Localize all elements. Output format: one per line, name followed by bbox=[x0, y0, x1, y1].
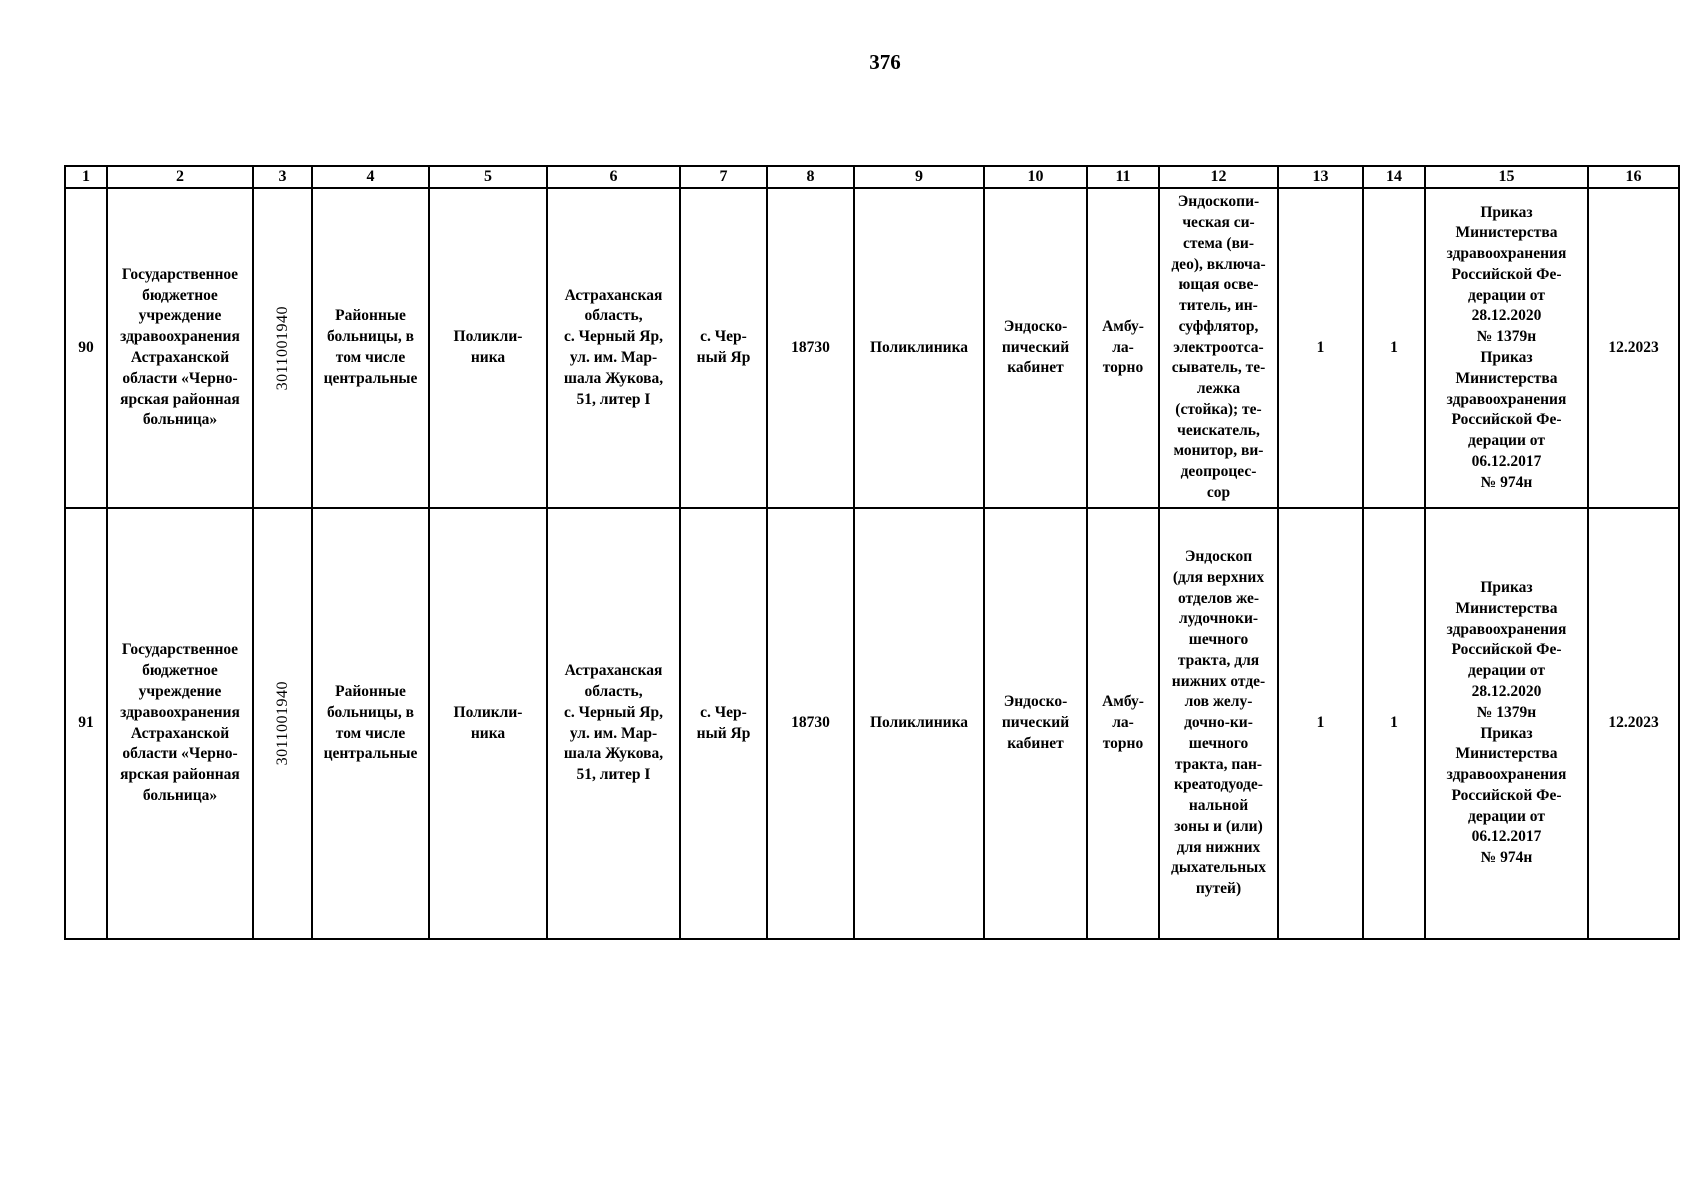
oktmo-code: 18730 bbox=[791, 714, 830, 732]
address-cell bbox=[547, 508, 680, 939]
row-number-cell bbox=[65, 188, 107, 508]
room: Эндоско- пический кабинет bbox=[1001, 317, 1070, 377]
equipment: Эндоскоп (для верхних отделов же- лудочноки- шечного тракта, для нижних отде- лов желу- дочно-ки- шечного тракта, пан- креатодуоде- нальной зоны и (или) для нижних дыхательных путей) bbox=[1170, 547, 1266, 898]
unit: Поликлиника bbox=[869, 338, 969, 356]
date-cell bbox=[1588, 508, 1679, 939]
column-header-1: 1 bbox=[65, 166, 107, 188]
column-header-14: 14 bbox=[1363, 166, 1425, 188]
column-13-cell bbox=[1278, 508, 1363, 939]
organization-cell bbox=[107, 188, 253, 508]
settlement-cell bbox=[680, 508, 767, 939]
column-14-cell bbox=[1363, 188, 1425, 508]
organization-type: Районные больницы, в том числе центральные bbox=[323, 682, 418, 763]
code-cell bbox=[253, 508, 312, 939]
room: Эндоско- пический кабинет bbox=[1001, 693, 1070, 752]
code-cell bbox=[253, 188, 312, 508]
column-header-12: 12 bbox=[1159, 166, 1278, 188]
type-cell bbox=[312, 188, 429, 508]
care-form: Амбу- ла- торно bbox=[1102, 317, 1144, 377]
column-13-value: 1 bbox=[1316, 338, 1325, 356]
header-row bbox=[65, 166, 1679, 188]
organization-name: Государственное бюджетное учреждение здравоохранения Астраханской области «Черно- ярская районная больница» bbox=[120, 641, 240, 804]
date: 12.2023 bbox=[1608, 338, 1659, 356]
oktmo-code: 18730 bbox=[791, 338, 830, 356]
table-row bbox=[65, 508, 1679, 939]
organization-name: Государственное бюджетное учреждение здравоохранения Астраханской области «Черно- ярская районная больница» bbox=[120, 265, 240, 429]
equipment-cell bbox=[1159, 508, 1278, 939]
regulation: Приказ Министерства здравоохранения Российской Фе- дерации от 28.12.2020 № 1379н Приказ Министерства здравоохранения Российской Фе- дерации от 06.12.2017 № 974н bbox=[1446, 579, 1567, 867]
equipment-cell bbox=[1159, 188, 1278, 508]
care-form-cell bbox=[1087, 508, 1159, 939]
row-number: 90 bbox=[78, 338, 94, 356]
table-row bbox=[65, 188, 1679, 508]
column-header-4: 4 bbox=[312, 166, 429, 188]
care-form-cell bbox=[1087, 188, 1159, 508]
equipment: Эндоскопи- ческая си- стема (ви- део), включа- ющая осве- титель, ин- суффлятор, электроотса- сыватель, те- лежка (стойка); те- чеискатель, монитор, ви- деопроцес- сор bbox=[1171, 193, 1266, 501]
column-header-10: 10 bbox=[984, 166, 1087, 188]
settlement: с. Чер- ный Яр bbox=[696, 328, 751, 366]
page-number: 376 bbox=[869, 50, 901, 74]
column-header-5: 5 bbox=[429, 166, 547, 188]
column-header-15: 15 bbox=[1425, 166, 1588, 188]
organization-cell bbox=[107, 508, 253, 939]
date-cell bbox=[1588, 188, 1679, 508]
organization-code: 3011001940 bbox=[273, 681, 291, 766]
column-header-2: 2 bbox=[107, 166, 253, 188]
regulation-cell bbox=[1425, 188, 1588, 508]
column-13-value: 1 bbox=[1316, 714, 1325, 732]
registry-table bbox=[64, 165, 1680, 940]
column-header-3: 3 bbox=[253, 166, 312, 188]
column-14-value: 1 bbox=[1390, 338, 1398, 356]
column-header-11: 11 bbox=[1087, 166, 1159, 188]
regulation: Приказ Министерства здравоохранения Российской Фе- дерации от 28.12.2020 № 1379н Приказ Министерства здравоохранения Российской Фе- дерации от 06.12.2017 № 974н bbox=[1446, 203, 1567, 491]
type-cell bbox=[312, 508, 429, 939]
column-14-cell bbox=[1363, 508, 1425, 939]
room-cell bbox=[984, 188, 1087, 508]
oktmo-cell bbox=[767, 508, 854, 939]
column-header-7: 7 bbox=[680, 166, 767, 188]
unit-cell bbox=[854, 508, 984, 939]
settlement: с. Чер- ный Яр bbox=[696, 703, 751, 742]
column-13-cell bbox=[1278, 188, 1363, 508]
column-header-16: 16 bbox=[1588, 166, 1679, 188]
regulation-cell bbox=[1425, 508, 1588, 939]
address: Астраханская область, с. Черный Яр, ул. им. Мар- шала Жукова, 51, литер I bbox=[563, 662, 664, 784]
subdivision: Поликли- ника bbox=[453, 703, 523, 742]
column-header-6: 6 bbox=[547, 166, 680, 188]
column-header-13: 13 bbox=[1278, 166, 1363, 188]
address-cell bbox=[547, 188, 680, 508]
unit: Поликлиника bbox=[869, 714, 969, 732]
unit-cell bbox=[854, 188, 984, 508]
care-form: Амбу- ла- торно bbox=[1102, 693, 1144, 752]
organization-type: Районные больницы, в том числе центральные bbox=[323, 307, 418, 387]
subdivision: Поликли- ника bbox=[453, 328, 523, 366]
subdivision-cell bbox=[429, 508, 547, 939]
address: Астраханская область, с. Черный Яр, ул. им. Мар- шала Жукова, 51, литер I bbox=[563, 286, 664, 408]
column-header-8: 8 bbox=[767, 166, 854, 188]
date: 12.2023 bbox=[1608, 714, 1659, 732]
room-cell bbox=[984, 508, 1087, 939]
oktmo-cell bbox=[767, 188, 854, 508]
organization-code: 3011001940 bbox=[273, 305, 291, 391]
column-header-9: 9 bbox=[854, 166, 984, 188]
subdivision-cell bbox=[429, 188, 547, 508]
row-number-cell bbox=[65, 508, 107, 939]
settlement-cell bbox=[680, 188, 767, 508]
column-14-value: 1 bbox=[1390, 714, 1398, 732]
row-number: 91 bbox=[78, 714, 94, 732]
